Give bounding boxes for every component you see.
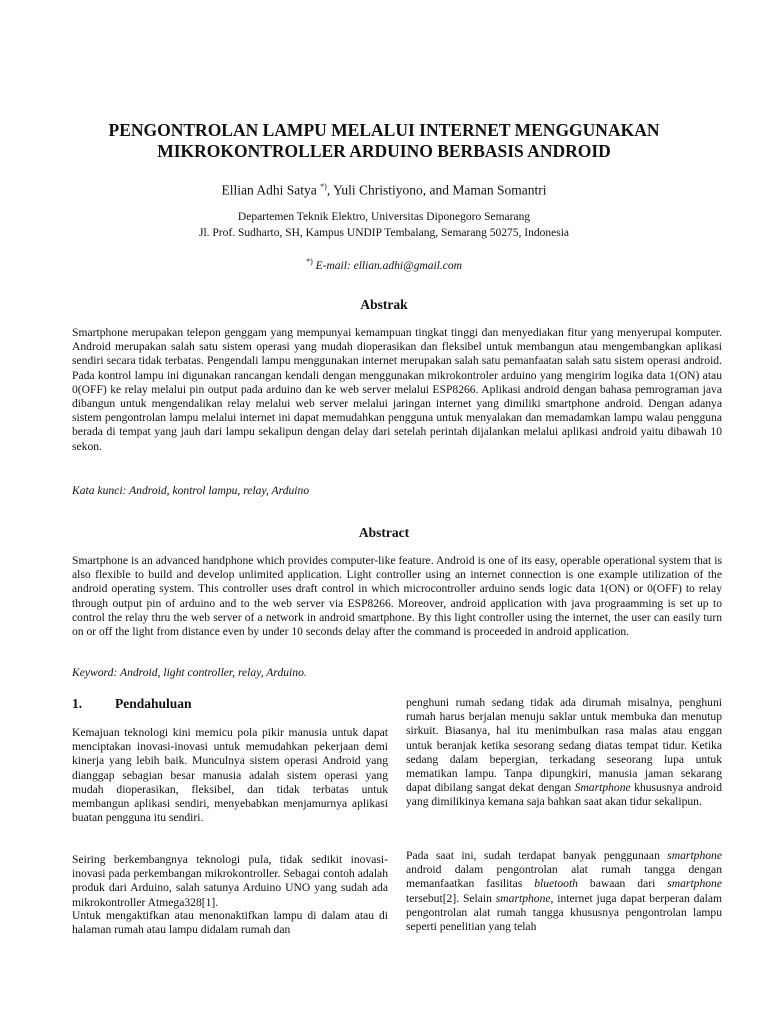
- affiliation: [60, 209, 708, 241]
- other-authors: , Yuli Christiyono, and Maman Somantri: [326, 182, 547, 198]
- intro-paragraph-3: Untuk mengaktifkan atau menonaktifkan lampu di dalam atau di halaman rumah atau lampu didalam rumah dan: [72, 909, 388, 937]
- intro-paragraph-2: Seiring berkembangnya teknologi pula, tidak sedikit inovasi-inovasi pada perkembangan mikrokontroller. Sebagai contoh adalah produk dari Arduino, salah satunya Arduino UNO yang sudah ada mikrokontroller Atmega328[1].: [72, 853, 388, 909]
- affiliation-line-1: Departemen Teknik Elektro, Universitas Diponegoro Semarang: [237, 211, 531, 223]
- email-text: E-mail: ellian.adhi@gmail.com: [312, 259, 462, 272]
- affiliation-line-2: Jl. Prof. Sudharto, SH, Kampus UNDIP Tembalang, Semarang 50275, Indonesia: [198, 227, 570, 239]
- kata-kunci: Kata kunci: Android, kontrol lampu, relay, Arduino: [72, 484, 310, 497]
- corresponding-mark: *): [320, 182, 327, 191]
- keywords: Keyword: Android, light controller, relay, Arduino.: [72, 666, 307, 679]
- author-list: [60, 178, 708, 199]
- paper-title: [60, 120, 708, 162]
- intro-paragraph-5: Pada saat ini, sudah terdapat banyak penggunaan smartphone android dalam pengontrolan alat rumah tangga dengan memanfaatkan fasilitas bluetooth bawaan dari smartphone tersebut[2]. Selain smartphone, internet juga dapat berperan dalam pengontrolan alat rumah tangga khususnya pengontrolan lampu seperti penelitian yang telah: [406, 849, 722, 934]
- section-heading: [72, 696, 192, 712]
- first-author: Ellian Adhi Satya: [221, 182, 317, 198]
- title-line-2: MIKROKONTROLLER ARDUINO BERBASIS ANDROID: [157, 141, 611, 161]
- section-number: 1.: [72, 696, 83, 711]
- emphasis-smartphone: Smartphone: [574, 781, 631, 795]
- email-mark: *): [306, 257, 313, 266]
- abstrak-body: Smartphone merupakan telepon genggam yang mempunyai kemampuan tingkat tinggi dan menyediakan fitur yang menyerupai komputer. Android merupakan salah satu sistem operasi yang mudah dioperasikan dan fleksibel untuk membangun atau mengembangkan aplikasi sendiri secara tidak terbatas. Pengendali lampu menggunakan internet merupakan salah satu pemanfaatan salah satu sistem operasi android. Pada kontrol lampu ini digunakan rancangan kendali dengan menggunakan mikrokontroler arduino yang mengirim logika data 1(ON) atau 0(OFF) ke relay melalui pin output pada arduino dan ke web server melalui ESP8266. Aplikasi android dengan bahasa pemrograman java dibangun untuk mengendalikan relay melalui web server melalui jaringan internet yang dimiliki smartphone android. Dengan adanya sistem pengontrolan lampu melalui internet ini dapat memudahkan pengguna untuk menyalakan dan memadamkan lampu walau pengguna berada di tempat yang jauh dari lampu sekalipun dengan delay dari setelah perintah dijalankan melalui aplikasi android yaitu dibawah 10 sekon.: [72, 326, 722, 453]
- intro-paragraph-4: penghuni rumah sedang tidak ada dirumah misalnya, penghuni rumah harus berjalan menuju saklar untuk membuka dan menutup sirkuit. Biasanya, hal itu menimbulkan rasa malas atau enggan untuk beranjak ketika sesorang sedang diatas tempat tidur. Ketika sedang dalam bepergian, terkadang seseorang lupa untuk mematikan lampu. Tanpa dipungkiri, manusia jaman sekarang dapat dibilang sangat dekat dengan Smartphone khususnya android yang dimilikinya kemana saja bahkan saat akan tidur sekalipun.: [406, 696, 722, 809]
- section-title: Pendahuluan: [115, 696, 192, 711]
- abstrak-heading: Abstrak: [360, 297, 408, 312]
- title-line-1: PENGONTROLAN LAMPU MELALUI INTERNET MENGGUNAKAN: [108, 120, 660, 140]
- abstract-body: Smartphone is an advanced handphone which provides computer-like feature. Android is one of its easy, operable operational system that is also flexible to build and develop unlimited application. Light controller using an internet connection is one example utilization of the android operating system. This controller uses draft control in which microcontroller arduino sends logic data 1(ON) or 0(OFF) to relay through output pin of arduino and to the web server via ESP8266. Moreover, android application with java prograamming is set up to control the relay thru the web server of a network in android smartphone. By this light controller using the internet, the user can easily turn on or off the light from distance even by under 10 seconds delay after the command is proceeded in android application.: [72, 554, 722, 639]
- abstract-heading: Abstract: [358, 525, 410, 540]
- intro-paragraph-1: Kemajuan teknologi kini memicu pola pikir manusia untuk dapat menciptakan inovasi-inovasi untuk memudahkan pekerjaan demi kinerja yang lebih baik. Munculnya sistem operasi Android yang dianggap sebagian besar manusia adalah sistem operasi yang mudah dioperasikan, fleksibel, dan tidak terbatas untuk membangun aplikasi sendiri, menyebabkan menjamurnya aplikasi buatan pengguna itu sendiri.: [72, 726, 388, 825]
- corresponding-email: [60, 254, 708, 274]
